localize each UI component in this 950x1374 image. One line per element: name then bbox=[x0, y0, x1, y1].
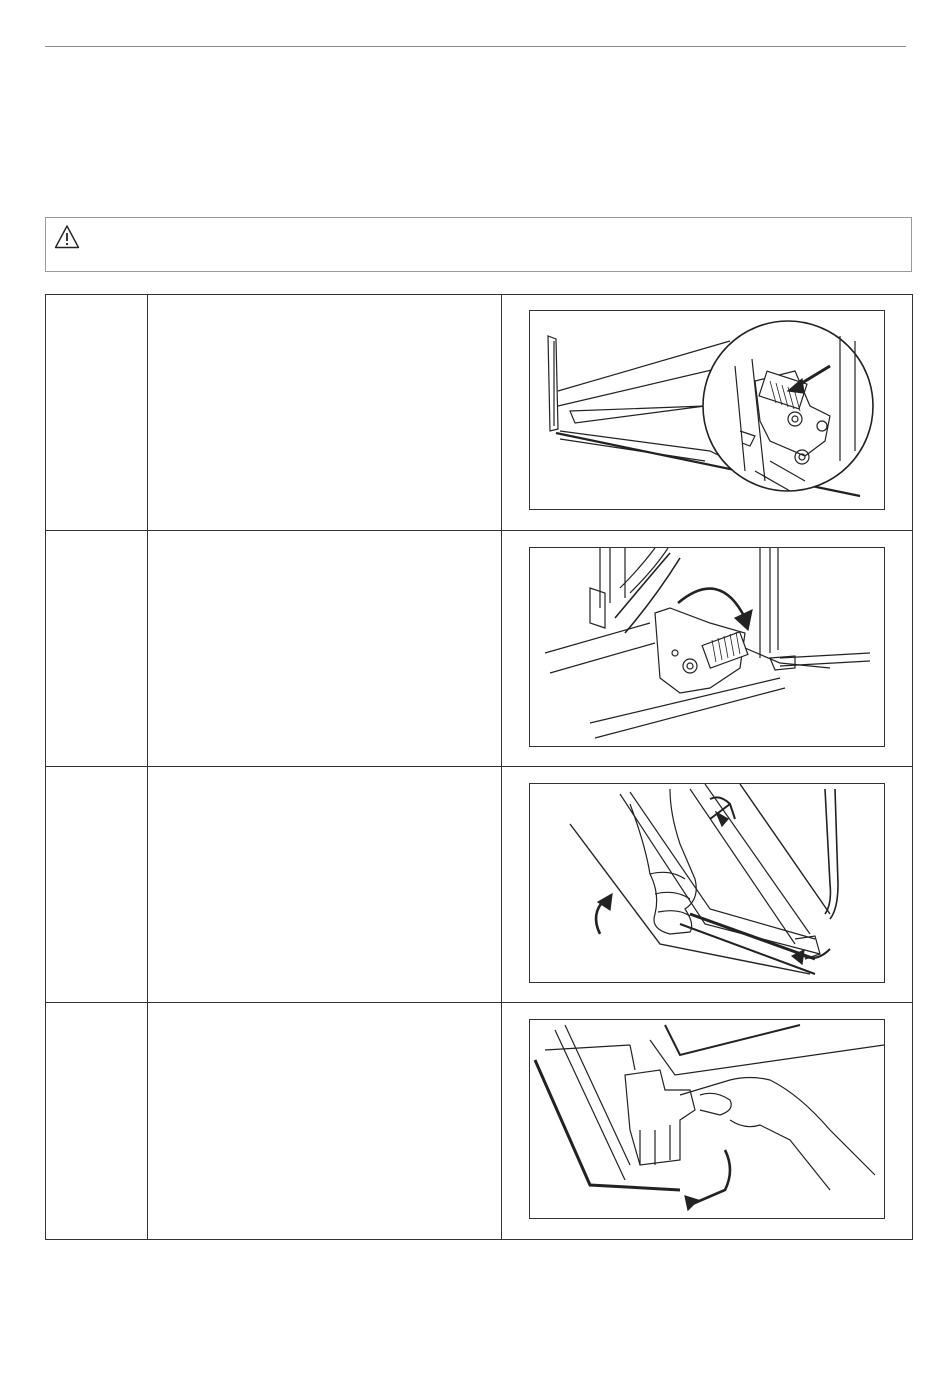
hinge-lever-rotate-illustration bbox=[529, 547, 885, 747]
header-rule bbox=[45, 46, 906, 47]
warning-box bbox=[45, 217, 912, 272]
door-lift-illustration bbox=[529, 783, 885, 983]
hinge-lever-press-illustration bbox=[529, 310, 885, 510]
step-row bbox=[46, 767, 912, 1003]
step-row bbox=[46, 1003, 912, 1239]
hinge-release-illustration bbox=[529, 1019, 885, 1219]
step-row bbox=[46, 295, 912, 531]
step-row bbox=[46, 531, 912, 767]
warning-triangle-icon bbox=[54, 224, 80, 250]
steps-table bbox=[45, 294, 913, 1240]
